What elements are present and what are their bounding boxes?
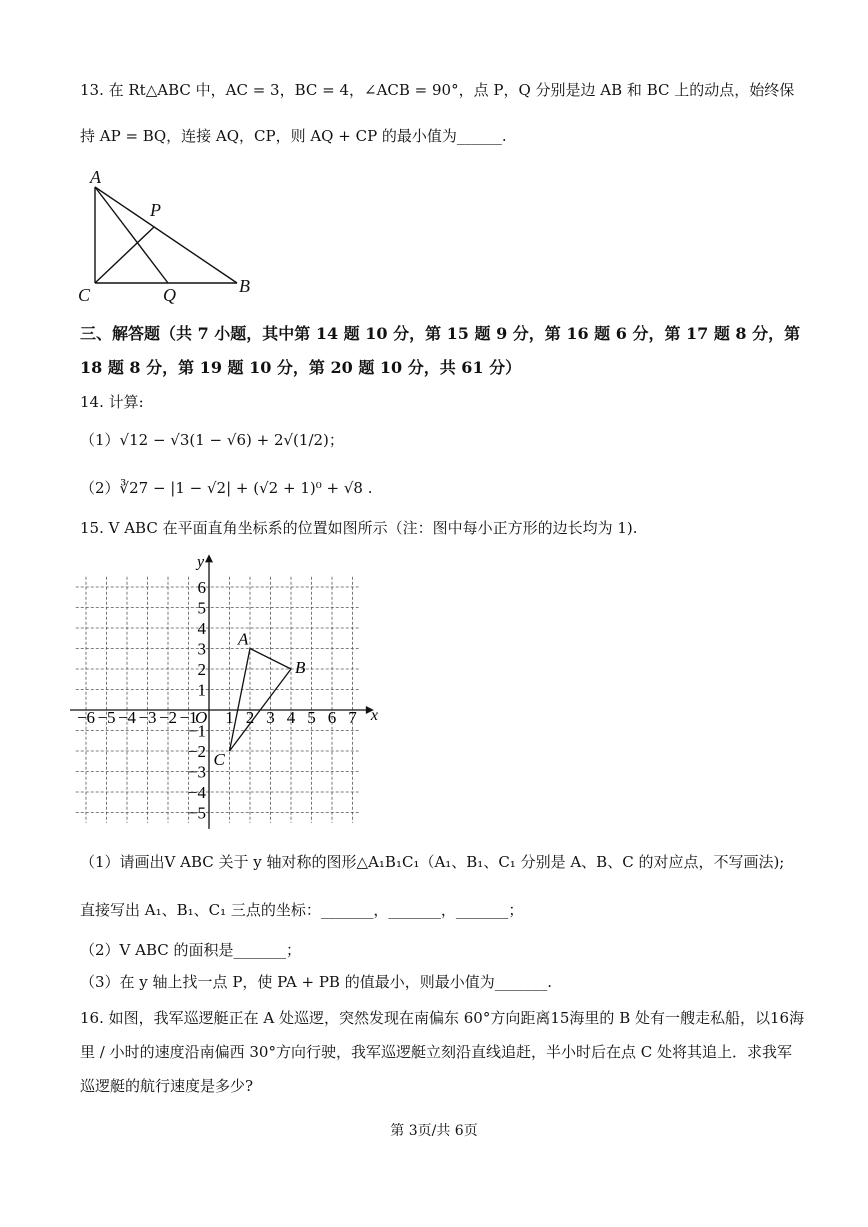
x-axis-label: x	[370, 707, 378, 724]
x-tick-label: 5	[307, 708, 316, 727]
y-axis-arrow-icon	[205, 554, 213, 562]
vertex-label-a: A	[238, 629, 249, 649]
q15-coordinate-grid	[70, 552, 400, 837]
x-tick-label: 2	[245, 708, 255, 727]
q15-sub-2: （2）V ABC 的面积是_______；	[80, 941, 302, 959]
y-tick-label: −2	[187, 742, 206, 761]
x-tick-label: −6	[76, 708, 96, 727]
x-tick-label: 6	[327, 708, 337, 727]
y-tick-label: 3	[197, 639, 206, 659]
x-tick-label: −5	[97, 708, 116, 727]
vertex-label-c: C	[213, 750, 225, 769]
q16-line-3: 巡逻艇的航行速度是多少?	[80, 1077, 254, 1095]
y-tick-label: 2	[197, 660, 206, 679]
y-tick-label: 5	[197, 598, 206, 618]
triangle-abc	[230, 649, 292, 752]
q14-part-2: （2）∛27 − |1 − √2| + (√2 + 1)⁰ + √8 .	[80, 479, 373, 497]
y-tick-label: 4	[197, 619, 206, 638]
q15-sub-3: （3）在 y 轴上找一点 P，使 PA + PB 的值最小，则最小值为_______.	[80, 973, 552, 991]
label-p: P	[150, 200, 161, 220]
vertex-label-b: B	[295, 658, 306, 677]
section-3-heading-line-2: 18 题 8 分，第 19 题 10 分，第 20 题 10 分，共 61 分）	[80, 358, 522, 377]
x-tick-label: −3	[138, 708, 157, 727]
x-tick-label: −2	[158, 708, 178, 727]
y-tick-label: −5	[187, 803, 206, 823]
y-tick-label: −1	[187, 721, 206, 741]
y-axis-label: y	[197, 553, 205, 571]
q16-line-2: 里 / 小时的速度沿南偏西 30°方向行驶，我军巡逻艇立刻沿直线追赶，半小时后在点 C 处将其追上．求我军	[80, 1043, 792, 1061]
q14-title: 14. 计算:	[80, 393, 144, 411]
y-tick-label: 6	[197, 578, 206, 597]
q14-part-1: （1）√12 − √3(1 − √6) + 2√(1/2)；	[80, 431, 344, 449]
x-tick-label: −1	[179, 708, 198, 727]
x-tick-label: −4	[117, 708, 137, 727]
q15-sub-1-b: 直接写出 A₁、B₁、C₁ 三点的坐标：_______，_______，_______；	[80, 901, 524, 919]
label-a: A	[90, 167, 101, 187]
q13-triangle-figure	[70, 162, 270, 312]
x-tick-label: 1	[225, 708, 234, 727]
q15-intro: 15. V ABC 在平面直角坐标系的位置如图所示（注：图中每小正方形的边长均为 1).	[80, 519, 638, 537]
y-tick-label: −4	[187, 783, 206, 802]
section-3-heading-line-1: 三、解答题（共 7 小题，其中第 14 题 10 分，第 15 题 9 分，第 16 题 6 分，第 17 题 8 分，第	[80, 324, 801, 343]
page-footer: 第 3页/共 6页	[390, 1123, 478, 1139]
label-b: B	[239, 276, 250, 296]
y-tick-label: 1	[197, 680, 206, 700]
origin-label: O	[195, 708, 208, 727]
q15-sub-1-a: （1）请画出V ABC 关于 y 轴对称的图形△A₁B₁C₁（A₁、B₁、C₁ 分别是 A、B、C 的对应点，不写画法);	[80, 853, 785, 871]
q13-line-2: 持 AP = BQ，连接 AQ，CP，则 AQ + CP 的最小值为______.	[80, 127, 507, 145]
q13-line-1: 13. 在 Rt△ABC 中，AC = 3，BC = 4，∠ACB = 90°，点 P，Q 分别是边 AB 和 BC 上的动点，始终保	[80, 81, 795, 99]
q16-line-1: 16. 如图，我军巡逻艇正在 A 处巡逻，突然发现在南偏东 60°方向距离15海里的 B 处有一艘走私船，以16海	[80, 1009, 805, 1027]
segment-ab	[95, 187, 237, 283]
segment-cp	[95, 227, 154, 283]
label-q: Q	[163, 285, 176, 305]
label-c: C	[78, 285, 91, 305]
x-tick-label: 7	[348, 708, 357, 727]
x-tick-label: 4	[286, 708, 296, 727]
x-tick-label: 3	[266, 708, 275, 727]
y-tick-label: −3	[187, 762, 206, 782]
